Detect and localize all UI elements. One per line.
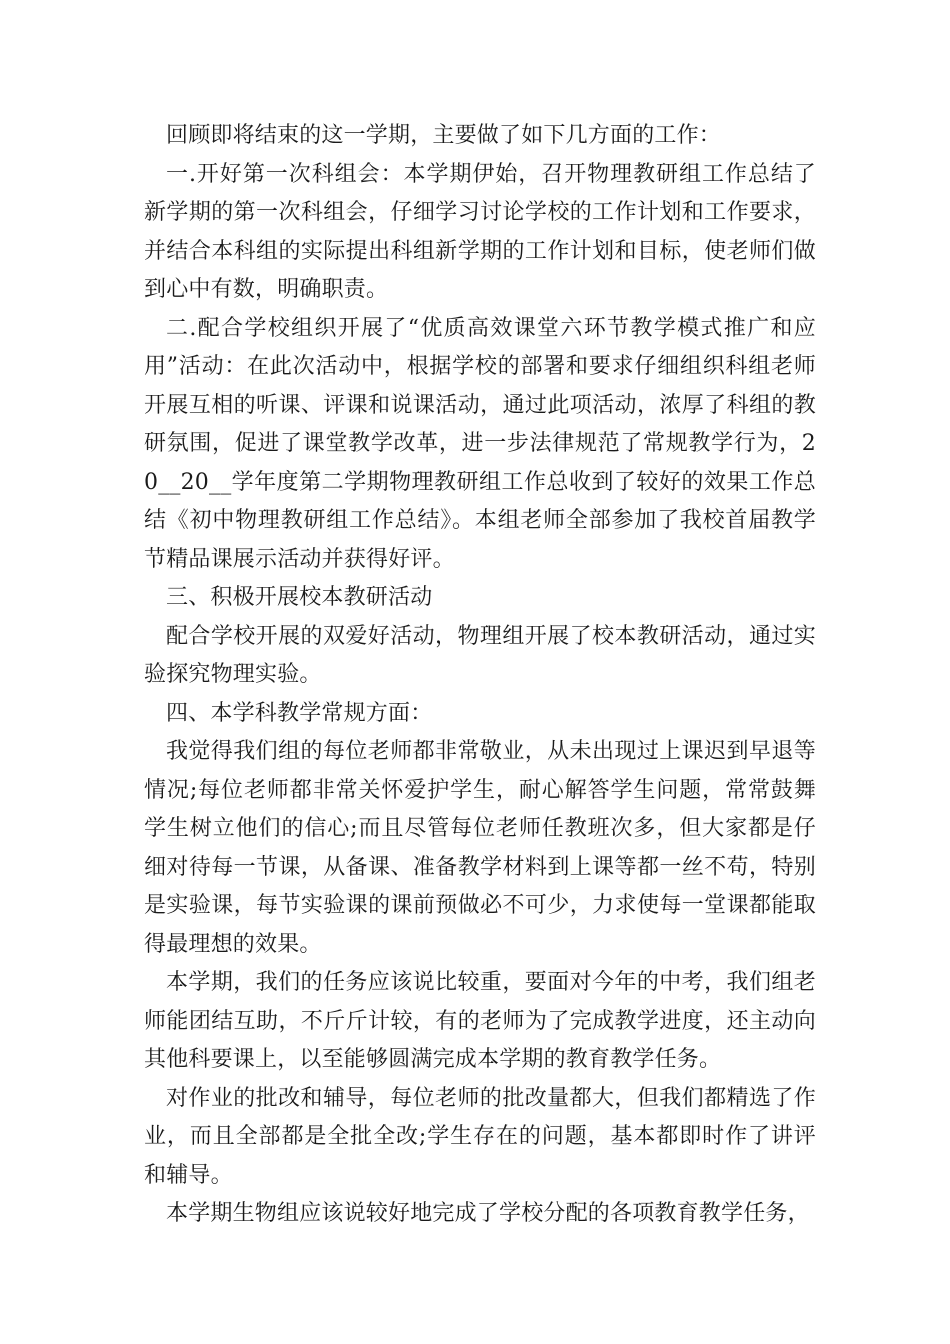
paragraph-section-1: 一.开好第一次科组会：本学期伊始，召开物理教研组工作总结了新学期的第一次科组会，仔细学习讨论学校的工作计划和工作要求，并结合本科组的实际提出科组新学期的工作计划和目标，使老师们做到心中有数，明确职责。 <box>144 161 816 302</box>
paragraph-section-4-c: 对作业的批改和辅导，每位老师的批改量都大，但我们都精选了作业，而且全部都是全批全改;学生存在的问题，基本都即时作了讲评和辅导。 <box>144 1085 816 1188</box>
paragraph-closing: 本学期生物组应该说较好地完成了学校分配的各项教育教学任务， <box>166 1201 810 1226</box>
paragraph-section-2: 二.配合学校组织开展了“优质高效课堂六环节教学模式推广和应用”活动：在此次活动中，根据学校的部署和要求仔细组织科组老师开展互相的听课、评课和说课活动，通过此项活动，浓厚了科组的教研氛围，促进了课堂教学改革，进一步法律规范了常规教学行为，20__20__学年度第二学期物理教研组工作总收到了较好的效果工作总结《初中物理教研组工作总结》。本组老师全部参加了我校首届教学节精品课展示活动并获得好评。 <box>144 315 816 572</box>
heading-section-3: 三、积极开展校本教研活动 <box>166 585 433 610</box>
paragraph-section-4-a: 我觉得我们组的每位老师都非常敬业，从未出现过上课迟到早退等情况;每位老师都非常关怀爱护学生，耐心解答学生问题，常常鼓舞学生树立他们的信心;而且尽管每位老师任教班次多，但大家都是仔细对待每一节课，从备课、准备教学材料到上课等都一丝不苟，特别是实验课，每节实验课的课前预做必不可少，力求使每一堂课都能取得最理想的效果。 <box>144 739 816 957</box>
paragraph-section-3: 配合学校开展的双爱好活动，物理组开展了校本教研活动，通过实验探究物理实验。 <box>144 623 816 687</box>
paragraph-section-4-b: 本学期，我们的任务应该说比较重，要面对今年的中考，我们组老师能团结互助，不斤斤计较，有的老师为了完成教学进度，还主动向其他科要课上，以至能够圆满完成本学期的教育教学任务。 <box>144 970 816 1072</box>
heading-section-4: 四、本学科教学常规方面： <box>166 700 433 726</box>
paragraph-intro: 回顾即将结束的这一学期，主要做了如下几方面的工作： <box>166 123 722 148</box>
document-body <box>144 117 816 1234</box>
